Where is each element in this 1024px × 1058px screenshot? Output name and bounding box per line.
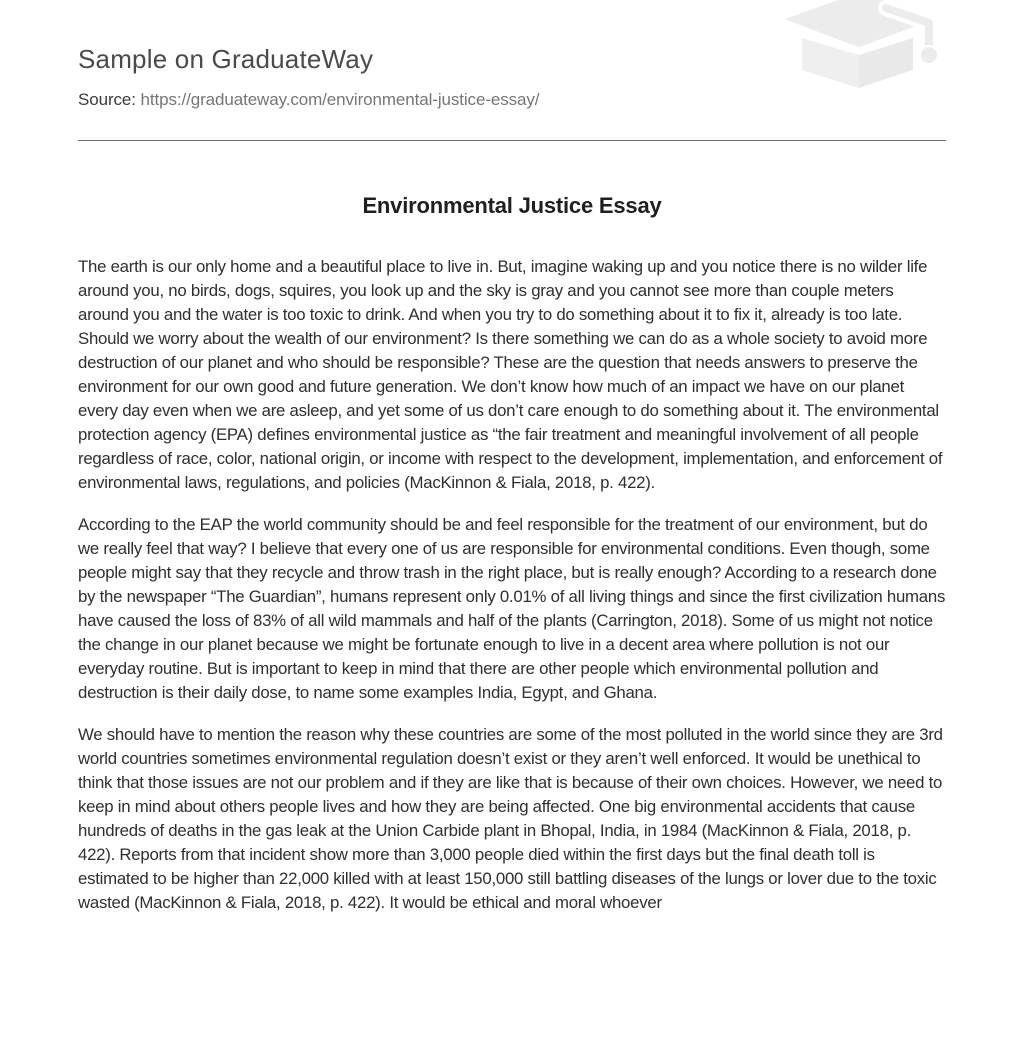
essay-title: Environmental Justice Essay [362,193,662,219]
essay-paragraph: According to the EAP the world community should be and feel responsible for the treatment of our environment, but do we really feel that way? I believe that every one of us are responsible for environmental conditions. Even though, some people might say that they recycle and throw trash in the right place, but is really enough? According to a research done by the newspaper “The Guardian”, humans represent only 0.01% of all living things and since the first civilization humans have caused the loss of 83% of all wild mammals and half of the plants (Carrington, 2018). Some of us might not notice the change in our planet because we might be fortunate enough to live in a decent area where pollution is not our everyday routine. But is important to keep in mind that there are other people which environmental pollution and destruction is their daily dose, to name some examples India, Egypt, and Ghana. [78,515,946,703]
essay-content [78,193,946,915]
source-link[interactable]: https://graduateway.com/environmental-justice-essay/ [140,90,540,110]
essay-body [78,255,946,915]
divider [78,140,946,141]
essay-paragraph: The earth is our only home and a beautiful place to live in. But, imagine waking up and you notice there is no wilder life around you, no birds, dogs, squires, you look up and the sky is gray and you cannot see more than couple meters around you and the water is too toxic to drink. And when you try to do something about it to fix it, already is too late. Should we worry about the wealth of our environment? Is there something we can do as a whole society to avoid more destruction of our planet and who should be responsible? These are the question that needs answers to preserve the environment for our own good and future generation. We don’t know how much of an impact we have on our planet every day even when we are asleep, and yet some of us don’t care enough to do something about it. The environmental protection agency (EPA) defines environmental justice as “the fair treatment and meaningful involvement of all people regardless of race, color, national origin, or income with respect to the development, implementation, and enforcement of environmental laws, regulations, and policies (MacKinnon & Fiala, 2018, p. 422). [78,257,943,493]
source-label: Source: [78,90,136,110]
page-title: Sample on GraduateWay [78,44,374,74]
graduation-cap-icon [774,0,946,95]
page-header [78,0,946,110]
essay-paragraph: We should have to mention the reason why these countries are some of the most polluted in the world since they are 3rd world countries sometimes environmental regulation doesn’t exist or they aren’t well enforced. It would be unethical to think that those issues are not our problem and if they are like that is because of their own choices. However, we need to keep in mind about others people lives and how they are being affected. One big environmental accidents that cause hundreds of deaths in the gas leak at the Union Carbide plant in Bhopal, India, in 1984 (MacKinnon & Fiala, 2018, p. 422). Reports from that incident show more than 3,000 people died within the first days but the final death toll is estimated to be higher than 22,000 killed with at least 150,000 still battling diseases of the lungs or lover due to the toxic wasted (MacKinnon & Fiala, 2018, p. 422). It would be ethical and moral whoever [78,725,943,913]
